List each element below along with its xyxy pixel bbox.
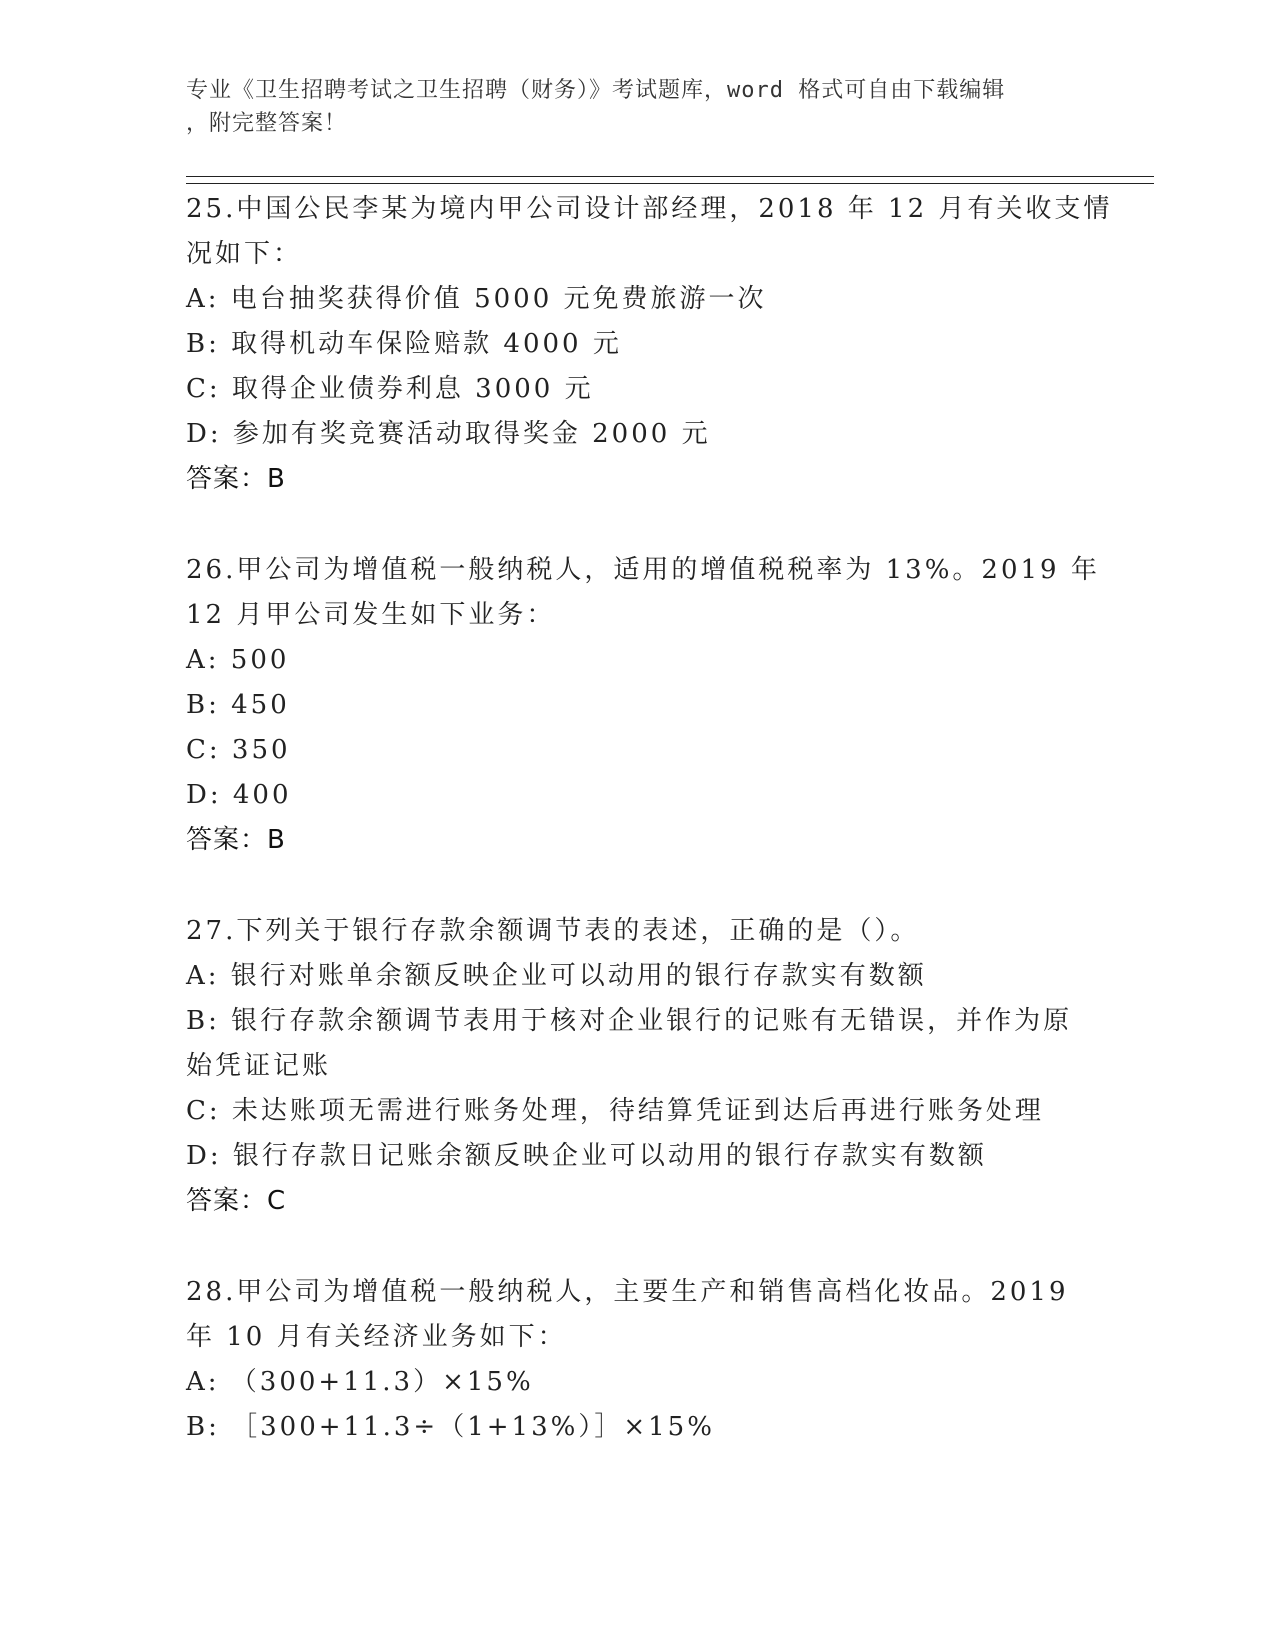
answer-label: 答案：B	[186, 464, 286, 494]
question-stem: 26.甲公司为增值税一般纳税人，适用的增值税税率为 13%。2019 年	[186, 555, 1100, 585]
question-stem: 况如下：	[186, 239, 303, 269]
question-27	[186, 909, 1086, 1224]
question-28	[186, 1270, 1086, 1450]
option-a: A: 银行对账单余额反映企业可以动用的银行存款实有数额	[186, 961, 927, 991]
question-26	[186, 548, 1100, 863]
question-stem: 年 10 月有关经济业务如下：	[186, 1322, 567, 1352]
answer-label: 答案：C	[186, 1186, 287, 1216]
document-header	[186, 74, 1066, 140]
option-a: A: 电台抽奖获得价值 5000 元免费旅游一次	[186, 284, 767, 314]
question-25	[186, 187, 1113, 502]
option-c: C: 取得企业债券利息 3000 元	[186, 374, 594, 404]
header-line-2: ，附完整答案！	[186, 111, 348, 136]
option-a: A: （300+11.3）×15%	[186, 1367, 534, 1397]
question-stem: 12 月甲公司发生如下业务：	[186, 600, 556, 630]
header-divider-top	[186, 176, 1154, 177]
option-b-continued: 始凭证记账	[186, 1051, 332, 1081]
question-stem: 27.下列关于银行存款余额调节表的表述，正确的是（）。	[186, 916, 920, 946]
option-c: C: 350	[186, 735, 291, 765]
answer-label: 答案：B	[186, 825, 286, 855]
header-divider-bottom	[186, 183, 1154, 184]
question-list	[186, 187, 1113, 1496]
option-d: D: 参加有奖竞赛活动取得奖金 2000 元	[186, 419, 711, 449]
option-c: C: 未达账项无需进行账务处理，待结算凭证到达后再进行账务处理	[186, 1096, 1044, 1126]
option-b: B: 450	[186, 690, 290, 720]
option-b: B: ［300+11.3÷（1+13%）］×15%	[186, 1412, 715, 1442]
question-stem: 28.甲公司为增值税一般纳税人，主要生产和销售高档化妆品。2019	[186, 1277, 1069, 1307]
option-b: B: 银行存款余额调节表用于核对企业银行的记账有无错误，并作为原	[186, 1006, 1073, 1036]
option-b: B: 取得机动车保险赔款 4000 元	[186, 329, 622, 359]
option-d: D: 400	[186, 780, 292, 810]
option-a: A: 500	[186, 645, 290, 675]
header-line-1: 专业《卫生招聘考试之卫生招聘（财务）》考试题库，word 格式可自由下载编辑	[186, 78, 1006, 103]
option-d: D: 银行存款日记账余额反映企业可以动用的银行存款实有数额	[186, 1141, 987, 1171]
question-stem: 25.中国公民李某为境内甲公司设计部经理，2018 年 12 月有关收支情	[186, 194, 1113, 224]
